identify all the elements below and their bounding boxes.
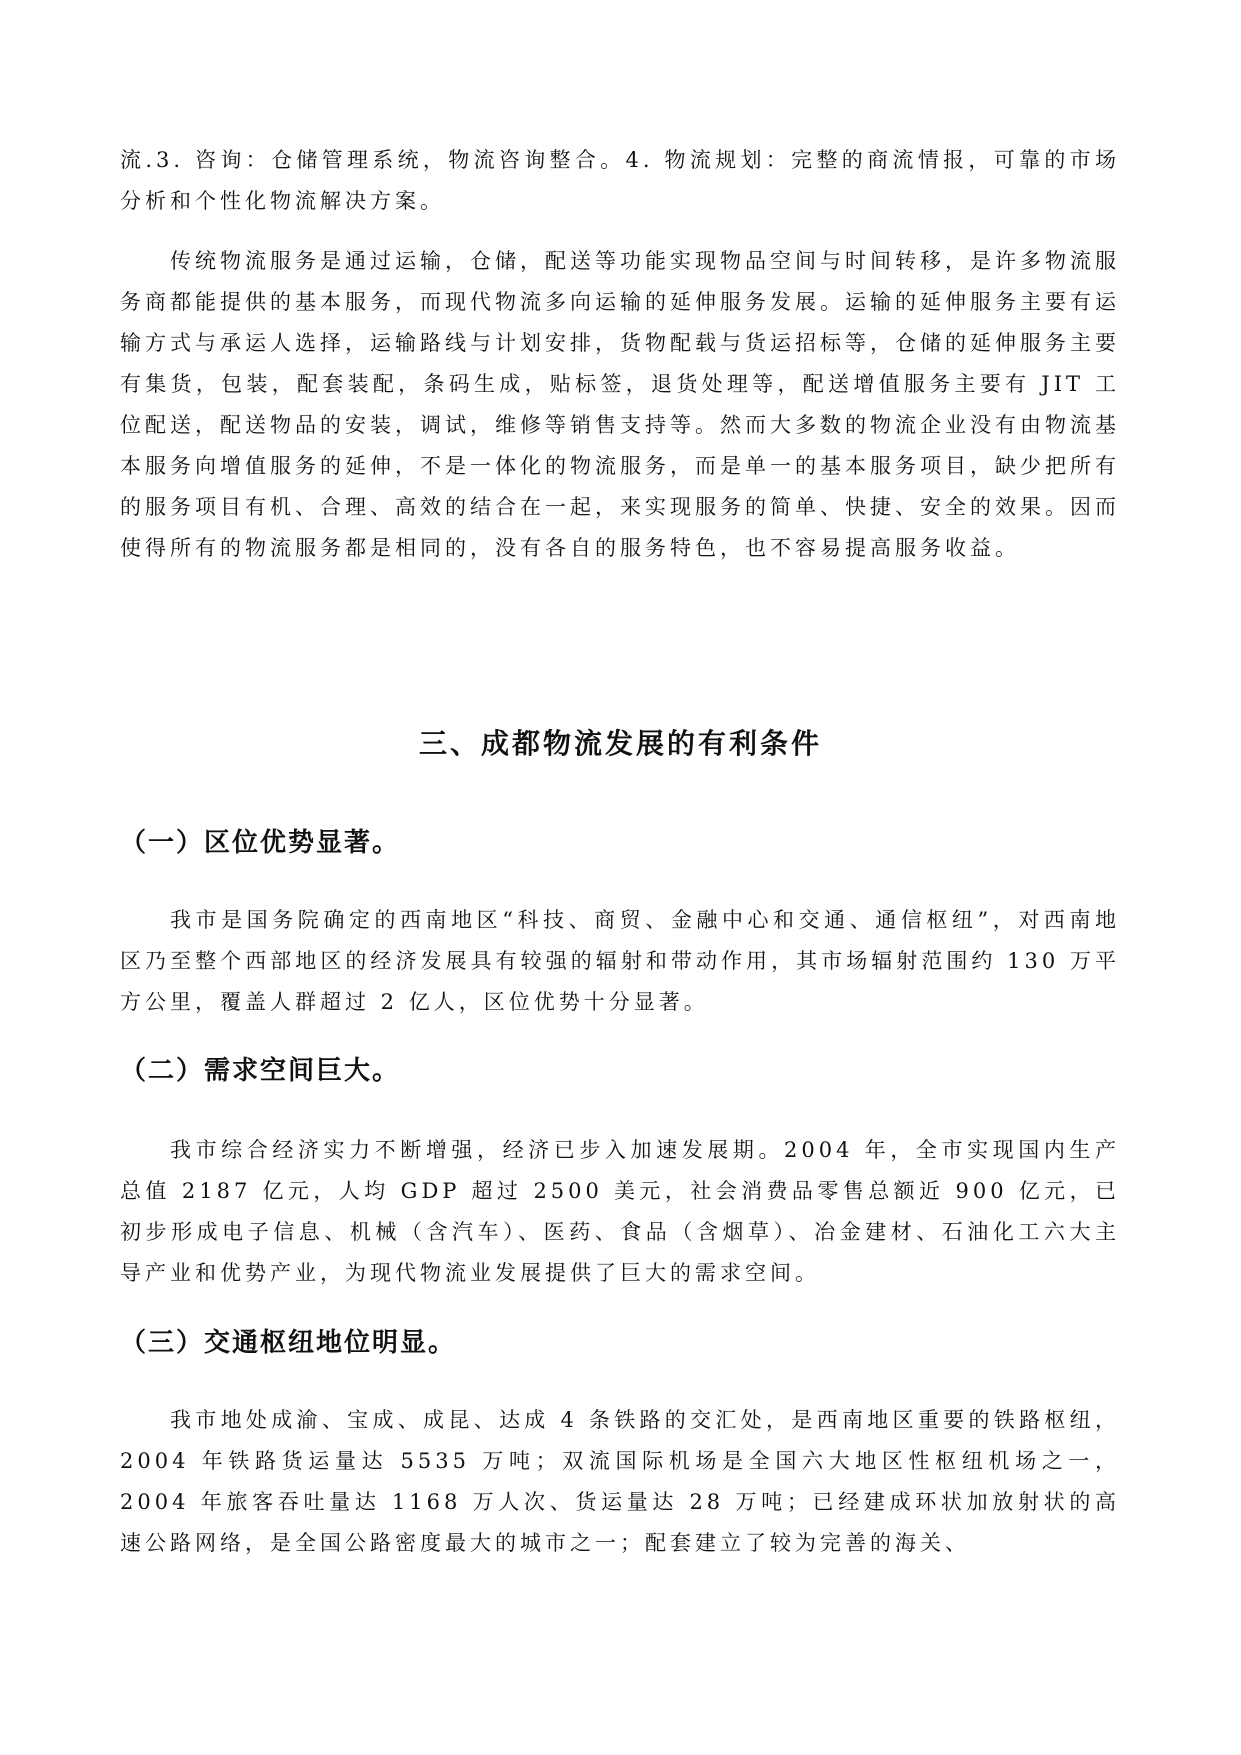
section-title: 三、成都物流发展的有利条件 (418, 727, 822, 760)
intro-paragraph: 流.3. 咨询：仓储管理系统，物流咨询整合。4. 物流规划：完整的商流情报，可靠的市场分析和个性化物流解决方案。 (120, 148, 1120, 213)
demand-space-paragraph: 我市综合经济实力不断增强，经济已步入加速发展期。2004 年，全市实现国内生产总值 2187 亿元，人均 GDP 超过 2500 美元，社会消费品零售总额近 900 亿元，已初步形成电子信息、机械（含汽车）、医药、食品（含烟草）、冶金建材、石油化工六大主导产业和优势产业，为现代物流业发展提供了巨大的需求空间。 (120, 1138, 1120, 1285)
transport-hub-paragraph: 我市地处成渝、宝成、成昆、达成 4 条铁路的交汇处，是西南地区重要的铁路枢纽，2004 年铁路货运量达 5535 万吨；双流国际机场是全国六大地区性枢纽机场之一，2004 年旅客吞吐量达 1168 万人次、货运量达 28 万吨；已经建成环状加放射状的高速公路网络，是全国公路密度最大的城市之一；配套建立了较为完善的海关、 (120, 1408, 1120, 1555)
subheading-location-advantage: （一）区位优势显著。 (120, 828, 401, 858)
location-advantage-paragraph: 我市是国务院确定的西南地区“科技、商贸、金融中心和交通、通信枢纽”，对西南地区乃至整个西部地区的经济发展具有较强的辐射和带动作用，其市场辐射范围约 130 万平方公里，覆盖人群超过 2 亿人，区位优势十分显著。 (120, 908, 1120, 1014)
subheading-demand-space: （二）需求空间巨大。 (120, 1056, 401, 1086)
subheading-transport-hub: （三）交通枢纽地位明显。 (120, 1328, 457, 1358)
traditional-logistics-paragraph: 传统物流服务是通过运输，仓储，配送等功能实现物品空间与时间转移，是许多物流服务商都能提供的基本服务，而现代物流多向运输的延伸服务发展。运输的延伸服务主要有运输方式与承运人选择，运输路线与计划安排，货物配载与货运招标等，仓储的延伸服务主要有集货，包装，配套装配，条码生成，贴标签，退货处理等，配送增值服务主要有 JIT 工位配送，配送物品的安装，调试，维修等销售支持等。然而大多数的物流企业没有由物流基本服务向增值服务的延伸，不是一体化的物流服务，而是单一的基本服务项目，缺少把所有的服务项目有机、合理、高效的结合在一起，来实现服务的简单、快捷、安全的效果。因而使得所有的物流服务都是相同的，没有各自的服务特色，也不容易提高服务收益。 (120, 249, 1120, 560)
